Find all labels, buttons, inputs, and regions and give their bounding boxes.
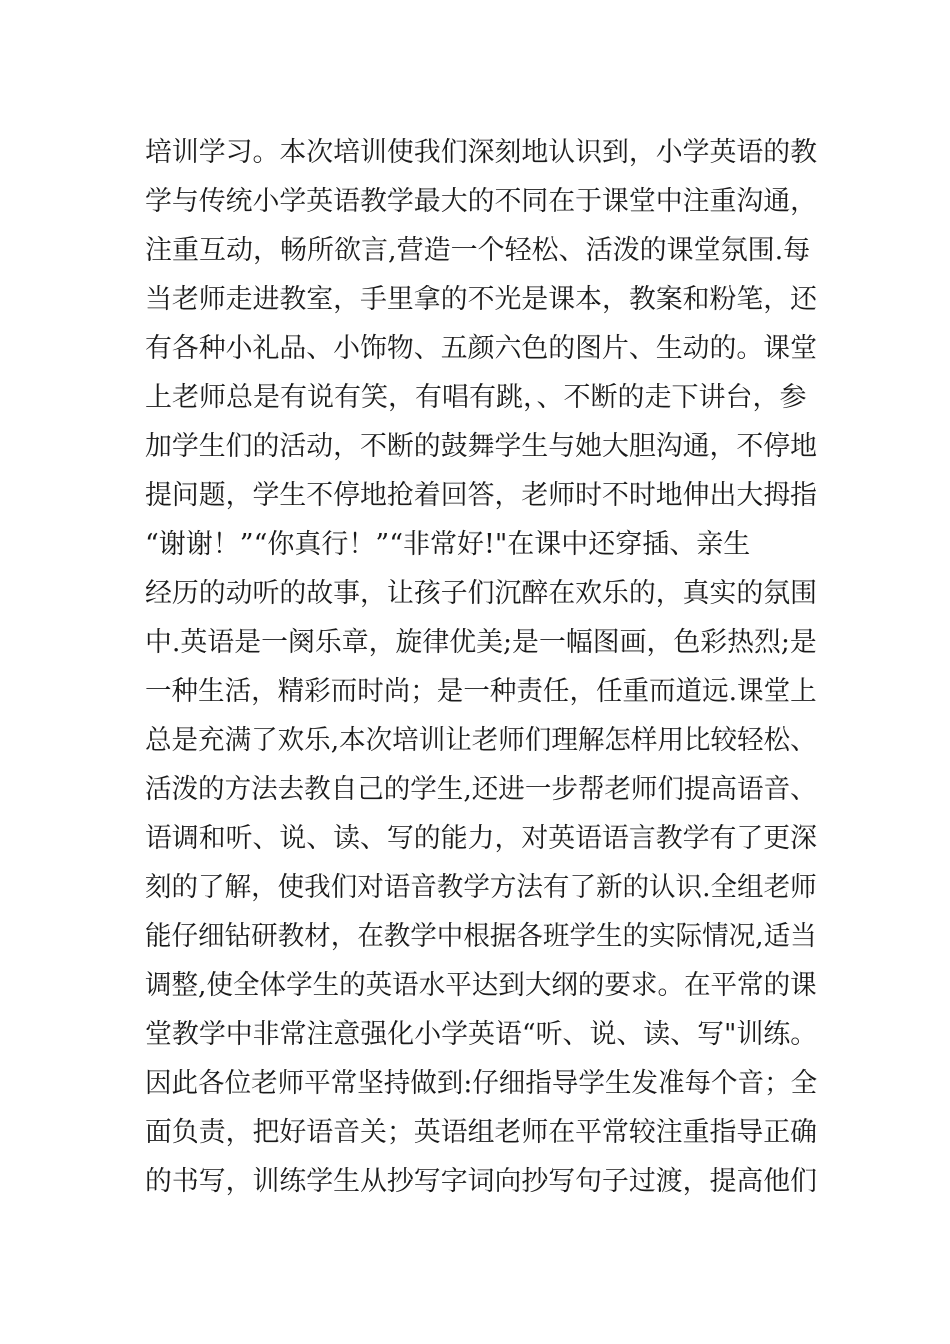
text-line: 调整,使全体学生的英语水平达到大纲的要求。在平常的课 [145,970,817,1001]
text-line: 中.英语是一阕乐章，旋律优美;是一幅图画，色彩热烈;是 [145,627,817,658]
text-line: “谢谢！”“你真行！”“非常好!"在课中还穿插、亲生 [145,529,751,560]
text-line: 能仔细钻研教材，在教学中根据各班学生的实际情况,适当 [145,921,817,952]
text-line: 有各种小礼品、小饰物、五颜六色的图片、生动的。课堂 [145,333,818,364]
text-line: 的书写，训练学生从抄写字词向抄写句子过渡，提高他们 [145,1166,818,1197]
text-line: 总是充满了欢乐,本次培训让老师们理解怎样用比较轻松、 [145,725,817,756]
text-line: 加学生们的活动，不断的鼓舞学生与她大胆沟通，不停地 [145,431,818,462]
text-line: 注重互动，畅所欲言,营造一个轻松、活泼的课堂氛围.每 [145,235,811,266]
body-text [145,128,818,1206]
text-line: 经历的动听的故事，让孩子们沉醉在欢乐的，真实的氛围 [145,578,818,609]
text-line: 面负责，把好语音关；英语组老师在平常较注重指导正确 [145,1117,818,1148]
text-line: 活泼的方法去教自己的学生,还进一步帮老师们提高语音、 [145,774,817,805]
text-line: 因此各位老师平常坚持做到:仔细指导学生发准每个音；全 [145,1068,818,1099]
text-line: 当老师走进教室，手里拿的不光是课本，教案和粉笔，还 [145,284,818,315]
text-line: 培训学习。本次培训使我们深刻地认识到，小学英语的教 [145,137,818,168]
text-line: 刻的了解，使我们对语音教学方法有了新的认识.全组老师 [145,872,817,903]
text-line: 上老师总是有说有笑，有唱有跳，、不断的走下讲台，参 [145,382,807,413]
text-line: 提问题，学生不停地抢着回答，老师时不时地伸出大拇指 [145,480,818,511]
text-line: 学与传统小学英语教学最大的不同在于课堂中注重沟通， [145,186,818,217]
text-line: 堂教学中非常注意强化小学英语“听、说、读、写"训练。 [145,1019,818,1050]
text-line: 一种生活，精彩而时尚；是一种责任，任重而道远.课堂上 [145,676,817,707]
text-line: 语调和听、说、读、写的能力，对英语语言教学有了更深 [145,823,818,854]
